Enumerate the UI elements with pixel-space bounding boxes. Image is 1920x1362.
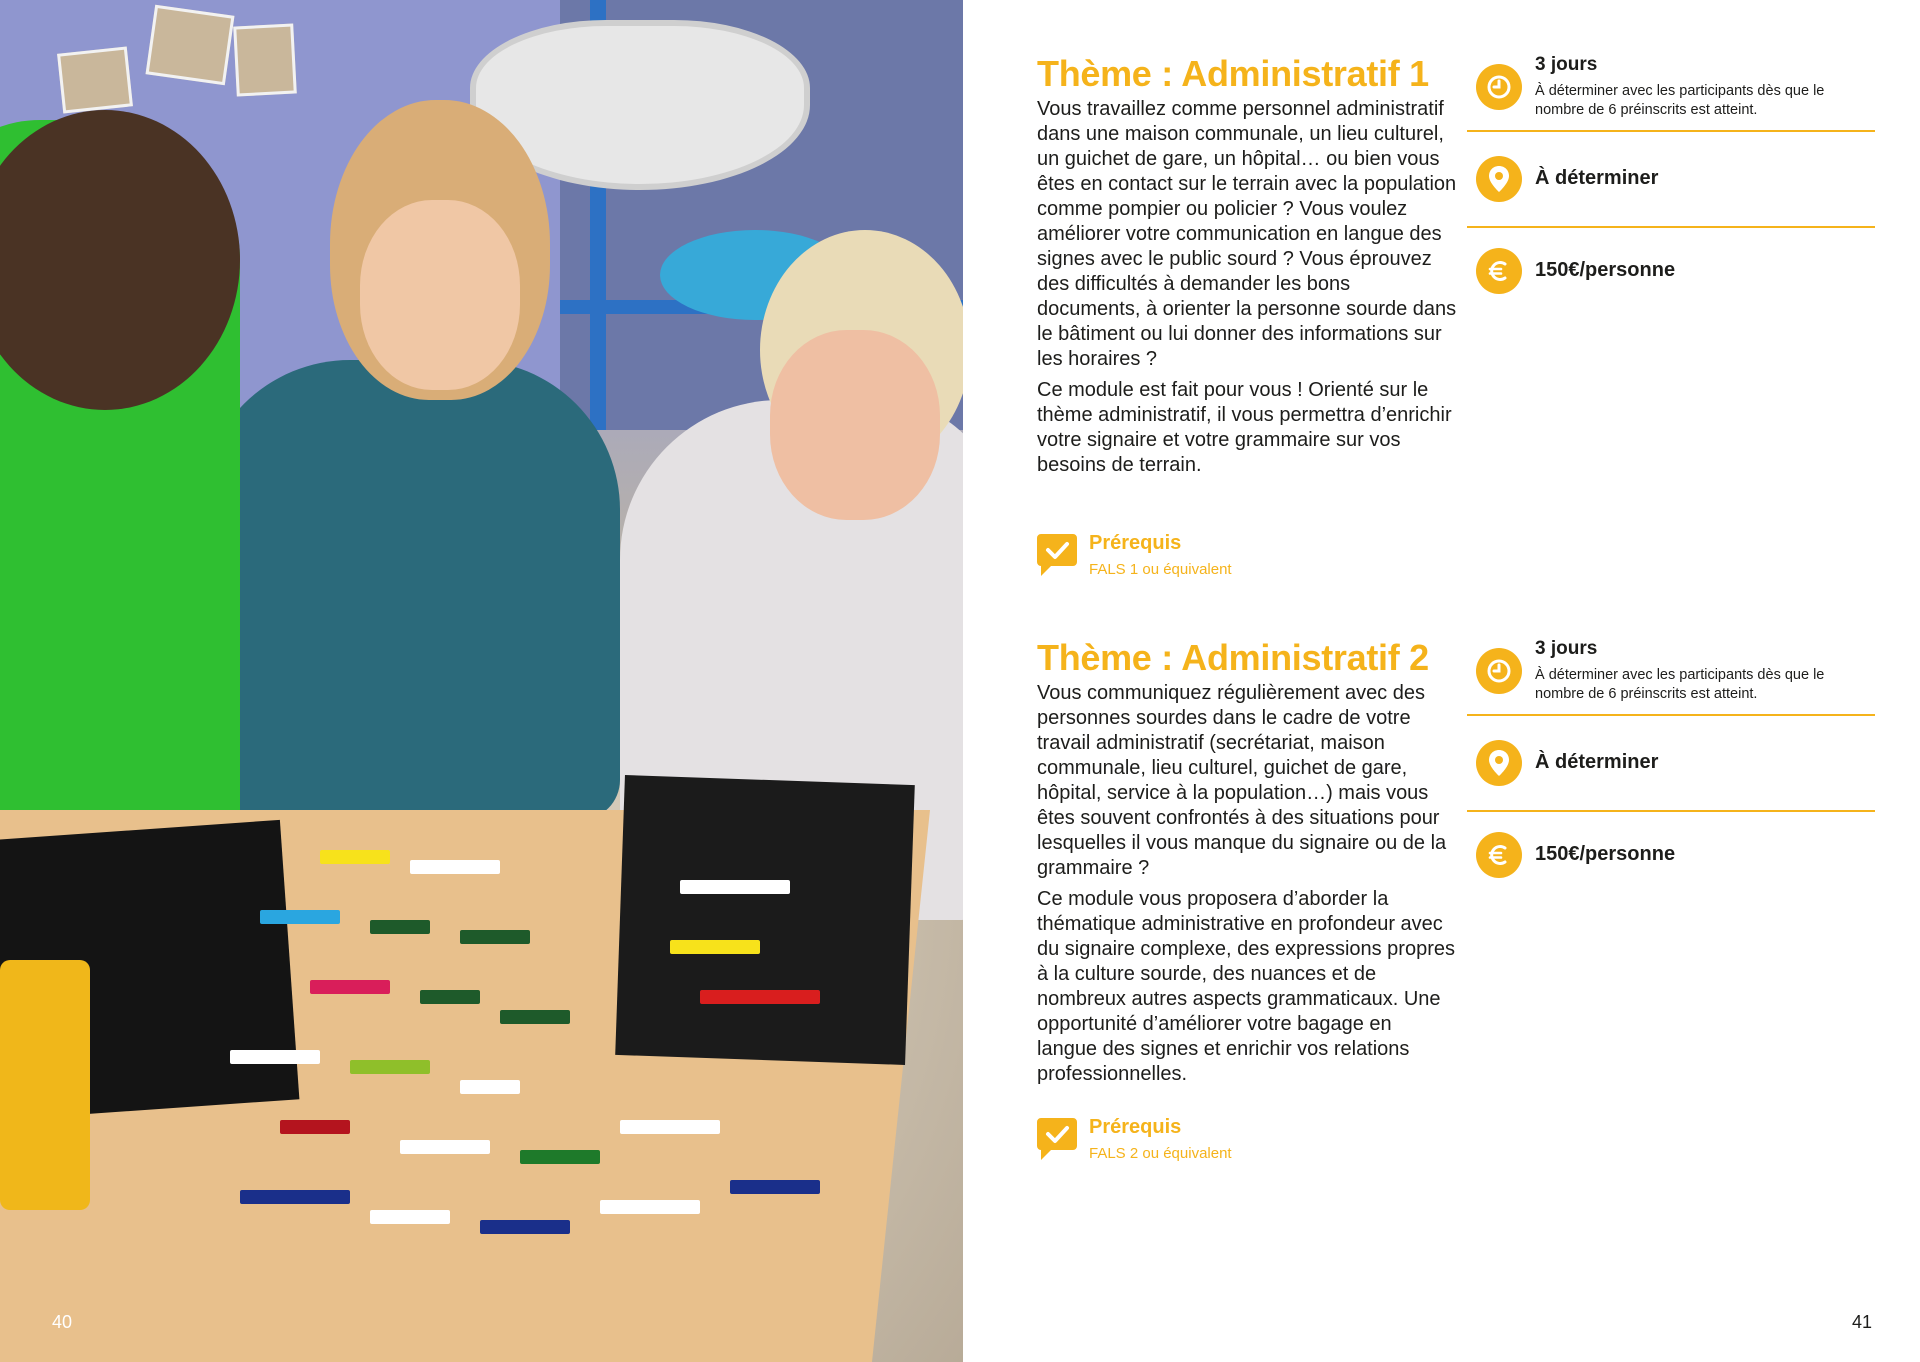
duration-row	[1467, 638, 1875, 716]
person-teal-jacket	[200, 360, 620, 820]
price-value: 150€/personne	[1535, 843, 1676, 865]
prerequisite-value: FALS 1 ou équivalent	[1089, 561, 1232, 578]
person-white-face	[770, 330, 940, 520]
wall-photo	[57, 47, 133, 114]
module-title: Thème : Administratif 1	[1037, 53, 1429, 94]
prerequisite-label: Prérequis	[1089, 532, 1182, 554]
wall-photo	[146, 5, 235, 85]
clock-icon	[1476, 64, 1522, 110]
price-value: 150€/personne	[1535, 259, 1676, 281]
duration-label: 3 jours	[1535, 54, 1598, 75]
prerequisite-label: Prérequis	[1089, 1116, 1182, 1138]
price-row	[1467, 228, 1875, 308]
module-info	[1467, 638, 1889, 892]
page-number-right: 41	[1851, 1312, 1872, 1332]
location-row	[1467, 132, 1875, 228]
module-body	[1037, 52, 1457, 478]
location-pin-icon	[1476, 740, 1522, 786]
location-row	[1467, 716, 1875, 812]
person-teal-face	[360, 200, 520, 390]
module-info	[1467, 54, 1889, 308]
module-paragraph: Ce module vous proposera d’aborder la thématique administrative en profondeur avec du signaire complexe, des expressions propres à la culture sourde, des nuances et de nombreux autres aspects grammaticaux. Une opportunité d’améliorer votre bagage en langue des signes et enrichir vos relations professionnelles.	[1037, 888, 1455, 1085]
duration-detail: À déterminer avec les participants dès que le nombre de 6 préinscrits est atteint.	[1535, 667, 1825, 702]
module-administratif-1	[1037, 52, 1889, 578]
location-value: À déterminer	[1535, 167, 1659, 189]
price-row	[1467, 812, 1875, 892]
euro-icon	[1476, 248, 1522, 294]
module-administratif-2	[1037, 636, 1889, 1162]
photo-yellow-cup	[0, 960, 90, 1210]
euro-icon	[1476, 832, 1522, 878]
checkmark-speech-bubble-icon	[1037, 532, 1077, 576]
checkmark-speech-bubble-icon	[1037, 1116, 1077, 1160]
clock-icon	[1476, 648, 1522, 694]
wall-photo	[233, 23, 297, 96]
photo-word-cards	[200, 820, 920, 1290]
module-paragraph: Vous travaillez comme personnel administratif dans une maison communale, un lieu culturel, un guichet de gare, un hôpital… ou bien vous êtes en contact sur le terrain avec la population comme pompier ou policier ? Vous voulez améliorer votre communication en langue des signes avec le public sourd ? Vous éprouvez des difficultés à demander les bons documents, à orienter la personne sourde dans le bâtiment ou lui donner des informations sur les horaires ?	[1037, 98, 1457, 370]
prerequisite-value: FALS 2 ou équivalent	[1089, 1145, 1232, 1162]
page-number-left: 40	[52, 1312, 73, 1332]
module-paragraph: Vous communiquez régulièrement avec des personnes sourdes dans le cadre de votre travail administratif (secrétariat, maison communale, lieu culturel, guichet de gare, hôpital, service à la population…) mais vous êtes souvent confrontés à des situations pour lesquelles il vous manque du signaire ou de la grammaire ?	[1037, 682, 1447, 879]
duration-detail: À déterminer avec les participants dès que le nombre de 6 préinscrits est atteint.	[1535, 83, 1825, 118]
module-body	[1037, 636, 1457, 1087]
module-title: Thème : Administratif 2	[1037, 637, 1429, 678]
location-value: À déterminer	[1535, 751, 1659, 773]
duration-row	[1467, 54, 1875, 132]
location-pin-icon	[1476, 156, 1522, 202]
module-paragraph: Ce module est fait pour vous ! Orienté sur le thème administratif, il vous permettra d’enrichir votre signaire et votre grammaire sur vos besoins de terrain.	[1037, 379, 1452, 476]
duration-label: 3 jours	[1535, 638, 1598, 659]
